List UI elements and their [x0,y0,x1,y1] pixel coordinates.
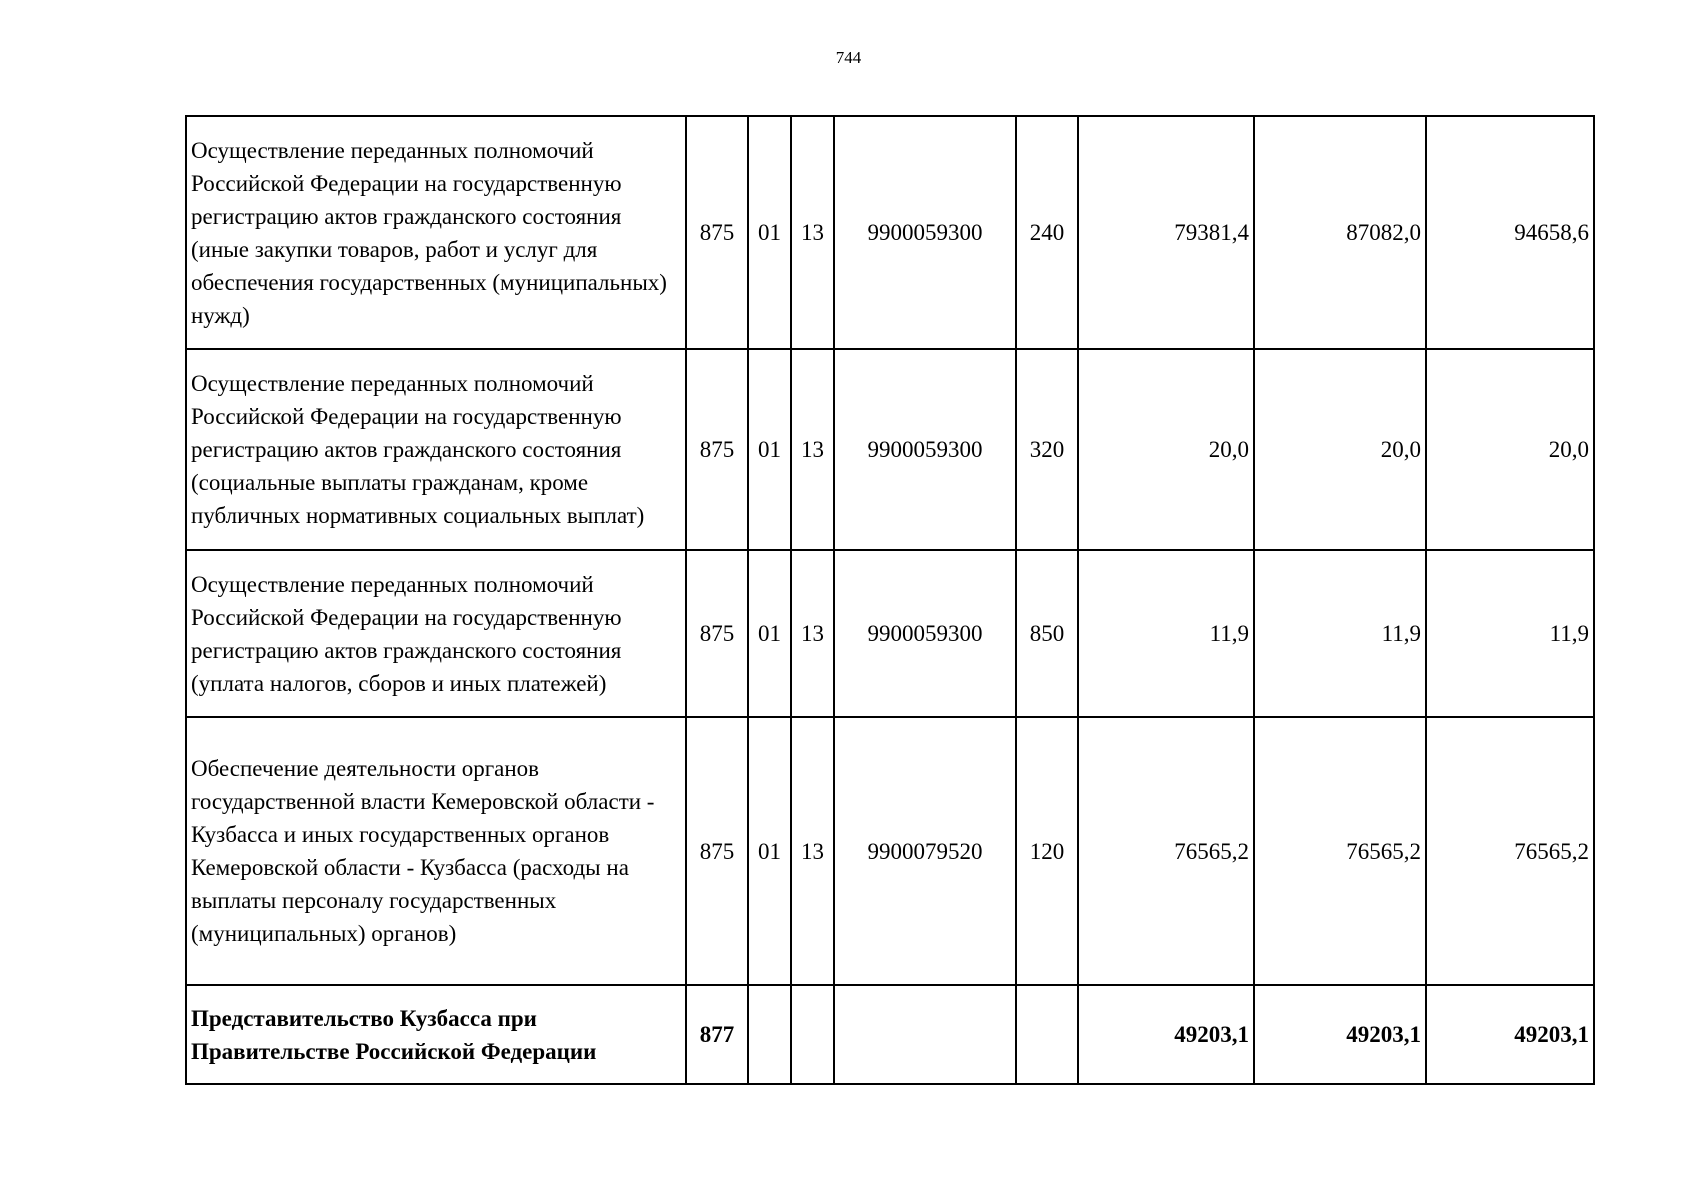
target-article-code: 9900079520 [834,717,1016,985]
ministry-code: 877 [686,985,748,1084]
amount-year3: 94658,6 [1426,116,1594,349]
row-name: Осуществление переданных полномочий Российской Федерации на государственную регистрацию актов гражданского состояния (социальные выплаты гражданам, кроме публичных нормативных социальных выплат) [186,349,686,550]
expense-type-code: 850 [1016,550,1078,717]
row-name: Представительство Кузбасса при Правительстве Российской Федерации [186,985,686,1084]
amount-year1: 49203,1 [1078,985,1254,1084]
amount-year2: 49203,1 [1254,985,1426,1084]
page-number: 744 [835,48,862,67]
expense-type-code: 320 [1016,349,1078,550]
target-article-code: 9900059300 [834,550,1016,717]
amount-year1: 76565,2 [1078,717,1254,985]
table-row [186,116,1594,349]
budget-table [185,115,1595,1085]
section-code: 01 [748,349,791,550]
ministry-code: 875 [686,116,748,349]
row-name: Осуществление переданных полномочий Российской Федерации на государственную регистрацию актов гражданского состояния (иные закупки товаров, работ и услуг для обеспечения государственных (муниципальных) нужд) [186,116,686,349]
section-code [748,985,791,1084]
subsection-code: 13 [791,349,834,550]
row-name: Осуществление переданных полномочий Российской Федерации на государственную регистрацию актов гражданского состояния (уплата налогов, сборов и иных платежей) [186,550,686,717]
expense-type-code: 120 [1016,717,1078,985]
ministry-code: 875 [686,349,748,550]
section-code: 01 [748,550,791,717]
amount-year2: 11,9 [1254,550,1426,717]
expense-type-code: 240 [1016,116,1078,349]
table-row [186,349,1594,550]
amount-year1: 79381,4 [1078,116,1254,349]
amount-year3: 76565,2 [1426,717,1594,985]
subsection-code: 13 [791,550,834,717]
subsection-code: 13 [791,116,834,349]
target-article-code [834,985,1016,1084]
ministry-code: 875 [686,717,748,985]
row-name: Обеспечение деятельности органов государственной власти Кемеровской области - Кузбасса и иных государственных органов Кемеровской области - Кузбасса (расходы на выплаты персоналу государственных (муниципальных) органов) [186,717,686,985]
table-row [186,985,1594,1084]
amount-year2: 76565,2 [1254,717,1426,985]
amount-year1: 20,0 [1078,349,1254,550]
amount-year2: 20,0 [1254,349,1426,550]
amount-year1: 11,9 [1078,550,1254,717]
amount-year3: 11,9 [1426,550,1594,717]
section-code: 01 [748,717,791,985]
subsection-code: 13 [791,717,834,985]
table-row [186,717,1594,985]
amount-year3: 49203,1 [1426,985,1594,1084]
section-code: 01 [748,116,791,349]
amount-year2: 87082,0 [1254,116,1426,349]
amount-year3: 20,0 [1426,349,1594,550]
target-article-code: 9900059300 [834,349,1016,550]
ministry-code: 875 [686,550,748,717]
subsection-code [791,985,834,1084]
expense-type-code [1016,985,1078,1084]
target-article-code: 9900059300 [834,116,1016,349]
table-row [186,550,1594,717]
